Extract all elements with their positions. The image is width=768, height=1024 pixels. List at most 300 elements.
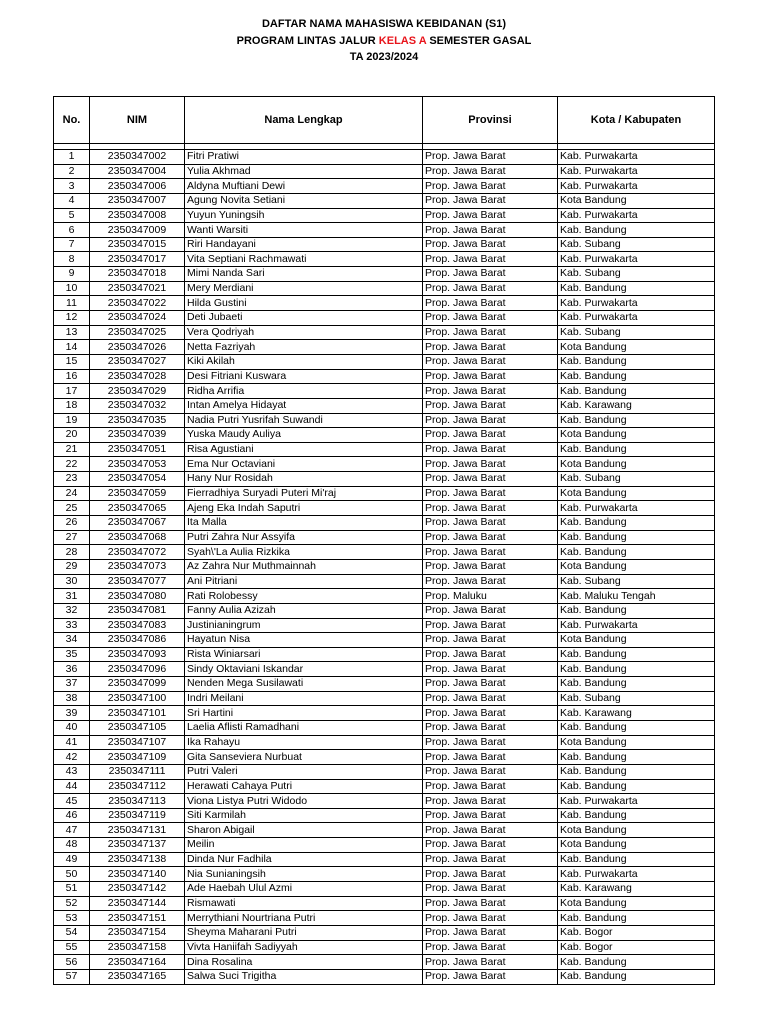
table-row bbox=[54, 940, 715, 955]
cell-nim: 2350347024 bbox=[90, 311, 185, 326]
cell-provinsi: Prop. Jawa Barat bbox=[423, 574, 558, 589]
cell-nama: Rati Rolobessy bbox=[185, 589, 423, 604]
cell-no: 29 bbox=[54, 559, 90, 574]
table-header-row bbox=[54, 97, 715, 144]
cell-no: 57 bbox=[54, 969, 90, 984]
cell-nama: Nia Sunianingsih bbox=[185, 867, 423, 882]
table-row bbox=[54, 354, 715, 369]
cell-kota: Kab. Purwakarta bbox=[558, 179, 715, 194]
cell-no: 44 bbox=[54, 779, 90, 794]
cell-no: 45 bbox=[54, 794, 90, 809]
cell-no: 33 bbox=[54, 618, 90, 633]
cell-nim: 2350347144 bbox=[90, 896, 185, 911]
cell-provinsi: Prop. Jawa Barat bbox=[423, 677, 558, 692]
cell-nama: Gita Sanseviera Nurbuat bbox=[185, 750, 423, 765]
cell-kota: Kab. Bandung bbox=[558, 720, 715, 735]
cell-provinsi: Prop. Jawa Barat bbox=[423, 882, 558, 897]
header-provinsi: Provinsi bbox=[423, 97, 558, 144]
table-row bbox=[54, 911, 715, 926]
cell-provinsi: Prop. Jawa Barat bbox=[423, 735, 558, 750]
table-row bbox=[54, 486, 715, 501]
cell-provinsi: Prop. Jawa Barat bbox=[423, 311, 558, 326]
cell-nim: 2350347032 bbox=[90, 398, 185, 413]
cell-no: 11 bbox=[54, 296, 90, 311]
cell-nama: Nadia Putri Yusrifah Suwandi bbox=[185, 413, 423, 428]
table-row bbox=[54, 442, 715, 457]
cell-nama: Deti Jubaeti bbox=[185, 311, 423, 326]
cell-kota: Kab. Bandung bbox=[558, 545, 715, 560]
cell-no: 37 bbox=[54, 677, 90, 692]
cell-nim: 2350347158 bbox=[90, 940, 185, 955]
cell-no: 47 bbox=[54, 823, 90, 838]
table-row bbox=[54, 662, 715, 677]
cell-no: 48 bbox=[54, 838, 90, 853]
cell-provinsi: Prop. Jawa Barat bbox=[423, 750, 558, 765]
cell-no: 6 bbox=[54, 223, 90, 238]
cell-nim: 2350347077 bbox=[90, 574, 185, 589]
cell-provinsi: Prop. Jawa Barat bbox=[423, 384, 558, 399]
cell-provinsi: Prop. Jawa Barat bbox=[423, 896, 558, 911]
cell-nim: 2350347093 bbox=[90, 647, 185, 662]
table-row bbox=[54, 545, 715, 560]
table-row bbox=[54, 311, 715, 326]
cell-provinsi: Prop. Jawa Barat bbox=[423, 559, 558, 574]
cell-nim: 2350347165 bbox=[90, 969, 185, 984]
cell-nim: 2350347035 bbox=[90, 413, 185, 428]
table-row bbox=[54, 384, 715, 399]
cell-kota: Kota Bandung bbox=[558, 633, 715, 648]
cell-nama: Ridha Arrifia bbox=[185, 384, 423, 399]
cell-provinsi: Prop. Jawa Barat bbox=[423, 706, 558, 721]
cell-no: 55 bbox=[54, 940, 90, 955]
cell-provinsi: Prop. Jawa Barat bbox=[423, 223, 558, 238]
cell-provinsi: Prop. Jawa Barat bbox=[423, 969, 558, 984]
cell-nama: Rismawati bbox=[185, 896, 423, 911]
cell-no: 25 bbox=[54, 501, 90, 516]
cell-nim: 2350347142 bbox=[90, 882, 185, 897]
cell-kota: Kab. Bandung bbox=[558, 281, 715, 296]
table-row bbox=[54, 164, 715, 179]
cell-provinsi: Prop. Maluku bbox=[423, 589, 558, 604]
cell-no: 26 bbox=[54, 516, 90, 531]
cell-kota: Kab. Maluku Tengah bbox=[558, 589, 715, 604]
cell-no: 3 bbox=[54, 179, 90, 194]
cell-nim: 2350347086 bbox=[90, 633, 185, 648]
cell-nim: 2350347053 bbox=[90, 457, 185, 472]
cell-nim: 2350347054 bbox=[90, 472, 185, 487]
cell-nim: 2350347029 bbox=[90, 384, 185, 399]
cell-nama: Agung Novita Setiani bbox=[185, 193, 423, 208]
cell-no: 42 bbox=[54, 750, 90, 765]
cell-nama: Yuyun Yuningsih bbox=[185, 208, 423, 223]
cell-provinsi: Prop. Jawa Barat bbox=[423, 925, 558, 940]
cell-nama: Netta Fazriyah bbox=[185, 340, 423, 355]
cell-no: 9 bbox=[54, 267, 90, 282]
table-row bbox=[54, 852, 715, 867]
cell-nama: Wanti Warsiti bbox=[185, 223, 423, 238]
cell-no: 49 bbox=[54, 852, 90, 867]
cell-no: 32 bbox=[54, 603, 90, 618]
cell-nama: Viona Listya Putri Widodo bbox=[185, 794, 423, 809]
cell-kota: Kab. Bandung bbox=[558, 852, 715, 867]
cell-kota: Kab. Subang bbox=[558, 237, 715, 252]
cell-nama: Sharon Abigail bbox=[185, 823, 423, 838]
cell-nama: Yuska Maudy Auliya bbox=[185, 428, 423, 443]
table-row bbox=[54, 969, 715, 984]
table-row bbox=[54, 882, 715, 897]
cell-kota: Kab. Purwakarta bbox=[558, 150, 715, 165]
cell-nama: Vivta Haniifah Sadiyyah bbox=[185, 940, 423, 955]
cell-nim: 2350347073 bbox=[90, 559, 185, 574]
subtitle-prefix: PROGRAM LINTAS JALUR bbox=[236, 35, 379, 47]
cell-provinsi: Prop. Jawa Barat bbox=[423, 691, 558, 706]
table-row bbox=[54, 647, 715, 662]
cell-no: 1 bbox=[54, 150, 90, 165]
cell-kota: Kab. Bandung bbox=[558, 442, 715, 457]
cell-provinsi: Prop. Jawa Barat bbox=[423, 237, 558, 252]
cell-provinsi: Prop. Jawa Barat bbox=[423, 603, 558, 618]
table-row bbox=[54, 823, 715, 838]
cell-nim: 2350347004 bbox=[90, 164, 185, 179]
cell-nama: Yulia Akhmad bbox=[185, 164, 423, 179]
cell-nim: 2350347006 bbox=[90, 179, 185, 194]
cell-no: 16 bbox=[54, 369, 90, 384]
cell-nama: Syah\'La Aulia Rizkika bbox=[185, 545, 423, 560]
table-row bbox=[54, 779, 715, 794]
cell-nim: 2350347105 bbox=[90, 720, 185, 735]
cell-provinsi: Prop. Jawa Barat bbox=[423, 647, 558, 662]
table-row bbox=[54, 618, 715, 633]
cell-nim: 2350347164 bbox=[90, 955, 185, 970]
cell-provinsi: Prop. Jawa Barat bbox=[423, 179, 558, 194]
cell-nim: 2350347140 bbox=[90, 867, 185, 882]
cell-nama: Ika Rahayu bbox=[185, 735, 423, 750]
cell-nim: 2350347137 bbox=[90, 838, 185, 853]
cell-nama: Ita Malla bbox=[185, 516, 423, 531]
table-row bbox=[54, 501, 715, 516]
cell-no: 22 bbox=[54, 457, 90, 472]
table-row bbox=[54, 472, 715, 487]
table-row bbox=[54, 633, 715, 648]
cell-no: 52 bbox=[54, 896, 90, 911]
cell-kota: Kab. Bandung bbox=[558, 911, 715, 926]
header-nim: NIM bbox=[90, 97, 185, 144]
cell-nama: Fitri Pratiwi bbox=[185, 150, 423, 165]
cell-no: 40 bbox=[54, 720, 90, 735]
table-row bbox=[54, 413, 715, 428]
cell-nama: Hany Nur Rosidah bbox=[185, 472, 423, 487]
cell-kota: Kab. Subang bbox=[558, 325, 715, 340]
table-row bbox=[54, 955, 715, 970]
cell-kota: Kota Bandung bbox=[558, 193, 715, 208]
cell-nim: 2350347138 bbox=[90, 852, 185, 867]
cell-nim: 2350347119 bbox=[90, 808, 185, 823]
cell-nama: Nenden Mega Susilawati bbox=[185, 677, 423, 692]
cell-provinsi: Prop. Jawa Barat bbox=[423, 472, 558, 487]
table-row bbox=[54, 296, 715, 311]
cell-kota: Kab. Purwakarta bbox=[558, 252, 715, 267]
table-row bbox=[54, 428, 715, 443]
cell-nama: Salwa Suci Trigitha bbox=[185, 969, 423, 984]
cell-provinsi: Prop. Jawa Barat bbox=[423, 545, 558, 560]
cell-nim: 2350347096 bbox=[90, 662, 185, 677]
cell-kota: Kota Bandung bbox=[558, 340, 715, 355]
table-row bbox=[54, 574, 715, 589]
cell-nama: Herawati Cahaya Putri bbox=[185, 779, 423, 794]
cell-no: 43 bbox=[54, 764, 90, 779]
cell-nim: 2350347027 bbox=[90, 354, 185, 369]
cell-provinsi: Prop. Jawa Barat bbox=[423, 808, 558, 823]
cell-nama: Putri Valeri bbox=[185, 764, 423, 779]
cell-nim: 2350347154 bbox=[90, 925, 185, 940]
table-row bbox=[54, 691, 715, 706]
cell-nim: 2350347002 bbox=[90, 150, 185, 165]
cell-nama: Ade Haebah Ulul Azmi bbox=[185, 882, 423, 897]
cell-nim: 2350347101 bbox=[90, 706, 185, 721]
cell-nama: Dinda Nur Fadhila bbox=[185, 852, 423, 867]
cell-kota: Kab. Karawang bbox=[558, 882, 715, 897]
cell-kota: Kab. Bandung bbox=[558, 677, 715, 692]
cell-provinsi: Prop. Jawa Barat bbox=[423, 838, 558, 853]
cell-kota: Kota Bandung bbox=[558, 896, 715, 911]
cell-kota: Kab. Purwakarta bbox=[558, 208, 715, 223]
cell-nim: 2350347018 bbox=[90, 267, 185, 282]
table-row bbox=[54, 735, 715, 750]
table-row bbox=[54, 193, 715, 208]
cell-provinsi: Prop. Jawa Barat bbox=[423, 164, 558, 179]
cell-kota: Kab. Karawang bbox=[558, 398, 715, 413]
table-row bbox=[54, 252, 715, 267]
cell-no: 21 bbox=[54, 442, 90, 457]
cell-nama: Dina Rosalina bbox=[185, 955, 423, 970]
cell-nim: 2350347151 bbox=[90, 911, 185, 926]
cell-no: 12 bbox=[54, 311, 90, 326]
cell-nim: 2350347039 bbox=[90, 428, 185, 443]
table-row bbox=[54, 589, 715, 604]
cell-nama: Intan Amelya Hidayat bbox=[185, 398, 423, 413]
table-body bbox=[54, 150, 715, 985]
cell-nama: Aldyna Muftiani Dewi bbox=[185, 179, 423, 194]
cell-nim: 2350347099 bbox=[90, 677, 185, 692]
cell-no: 5 bbox=[54, 208, 90, 223]
cell-nama: Vita Septiani Rachmawati bbox=[185, 252, 423, 267]
cell-nim: 2350347072 bbox=[90, 545, 185, 560]
cell-no: 4 bbox=[54, 193, 90, 208]
cell-kota: Kab. Bandung bbox=[558, 223, 715, 238]
cell-nama: Indri Meilani bbox=[185, 691, 423, 706]
cell-nama: Desi Fitriani Kuswara bbox=[185, 369, 423, 384]
cell-provinsi: Prop. Jawa Barat bbox=[423, 779, 558, 794]
cell-nama: Mimi Nanda Sari bbox=[185, 267, 423, 282]
cell-nama: Kiki Akilah bbox=[185, 354, 423, 369]
subtitle-suffix: SEMESTER GASAL bbox=[426, 35, 532, 47]
cell-provinsi: Prop. Jawa Barat bbox=[423, 852, 558, 867]
cell-no: 46 bbox=[54, 808, 90, 823]
table-row bbox=[54, 794, 715, 809]
table-row bbox=[54, 764, 715, 779]
table-row bbox=[54, 325, 715, 340]
cell-nama: Sri Hartini bbox=[185, 706, 423, 721]
cell-kota: Kab. Purwakarta bbox=[558, 867, 715, 882]
cell-no: 30 bbox=[54, 574, 90, 589]
cell-no: 18 bbox=[54, 398, 90, 413]
cell-provinsi: Prop. Jawa Barat bbox=[423, 823, 558, 838]
table-row bbox=[54, 925, 715, 940]
table-row bbox=[54, 530, 715, 545]
cell-nim: 2350347021 bbox=[90, 281, 185, 296]
cell-nim: 2350347131 bbox=[90, 823, 185, 838]
cell-nama: Merrythiani Nourtriana Putri bbox=[185, 911, 423, 926]
table-row bbox=[54, 838, 715, 853]
cell-nim: 2350347008 bbox=[90, 208, 185, 223]
header-nama-lengkap: Nama Lengkap bbox=[185, 97, 423, 144]
table-row bbox=[54, 150, 715, 165]
cell-kota: Kab. Subang bbox=[558, 472, 715, 487]
cell-no: 36 bbox=[54, 662, 90, 677]
cell-kota: Kab. Bandung bbox=[558, 808, 715, 823]
cell-provinsi: Prop. Jawa Barat bbox=[423, 764, 558, 779]
table-row bbox=[54, 867, 715, 882]
cell-no: 38 bbox=[54, 691, 90, 706]
table-row bbox=[54, 706, 715, 721]
cell-provinsi: Prop. Jawa Barat bbox=[423, 940, 558, 955]
cell-provinsi: Prop. Jawa Barat bbox=[423, 911, 558, 926]
cell-provinsi: Prop. Jawa Barat bbox=[423, 428, 558, 443]
cell-nim: 2350347111 bbox=[90, 764, 185, 779]
academic-year: TA 2023/2024 bbox=[349, 51, 419, 63]
cell-nim: 2350347112 bbox=[90, 779, 185, 794]
cell-kota: Kab. Purwakarta bbox=[558, 296, 715, 311]
cell-kota: Kab. Subang bbox=[558, 691, 715, 706]
cell-provinsi: Prop. Jawa Barat bbox=[423, 720, 558, 735]
table-row bbox=[54, 340, 715, 355]
cell-nama: Ani Pitriani bbox=[185, 574, 423, 589]
table-row bbox=[54, 457, 715, 472]
table-row bbox=[54, 369, 715, 384]
cell-nama: Sheyma Maharani Putri bbox=[185, 925, 423, 940]
table-row bbox=[54, 237, 715, 252]
cell-provinsi: Prop. Jawa Barat bbox=[423, 369, 558, 384]
cell-provinsi: Prop. Jawa Barat bbox=[423, 398, 558, 413]
cell-kota: Kota Bandung bbox=[558, 823, 715, 838]
cell-kota: Kab. Bandung bbox=[558, 750, 715, 765]
document-subtitle bbox=[0, 34, 768, 48]
cell-no: 13 bbox=[54, 325, 90, 340]
cell-nama: Ema Nur Octaviani bbox=[185, 457, 423, 472]
cell-provinsi: Prop. Jawa Barat bbox=[423, 281, 558, 296]
cell-nim: 2350347081 bbox=[90, 603, 185, 618]
cell-provinsi: Prop. Jawa Barat bbox=[423, 442, 558, 457]
table-row bbox=[54, 516, 715, 531]
cell-nama: Vera Qodriyah bbox=[185, 325, 423, 340]
cell-provinsi: Prop. Jawa Barat bbox=[423, 354, 558, 369]
cell-nama: Meilin bbox=[185, 838, 423, 853]
cell-provinsi: Prop. Jawa Barat bbox=[423, 633, 558, 648]
cell-provinsi: Prop. Jawa Barat bbox=[423, 618, 558, 633]
cell-kota: Kab. Bandung bbox=[558, 354, 715, 369]
table-row bbox=[54, 223, 715, 238]
cell-no: 19 bbox=[54, 413, 90, 428]
cell-nim: 2350347100 bbox=[90, 691, 185, 706]
cell-no: 14 bbox=[54, 340, 90, 355]
cell-kota: Kab. Subang bbox=[558, 574, 715, 589]
cell-kota: Kab. Purwakarta bbox=[558, 164, 715, 179]
cell-nim: 2350347051 bbox=[90, 442, 185, 457]
cell-kota: Kab. Bogor bbox=[558, 925, 715, 940]
cell-no: 53 bbox=[54, 911, 90, 926]
cell-provinsi: Prop. Jawa Barat bbox=[423, 867, 558, 882]
cell-provinsi: Prop. Jawa Barat bbox=[423, 252, 558, 267]
cell-nim: 2350347113 bbox=[90, 794, 185, 809]
cell-kota: Kab. Purwakarta bbox=[558, 501, 715, 516]
cell-kota: Kab. Purwakarta bbox=[558, 618, 715, 633]
cell-provinsi: Prop. Jawa Barat bbox=[423, 794, 558, 809]
cell-kota: Kota Bandung bbox=[558, 428, 715, 443]
cell-no: 56 bbox=[54, 955, 90, 970]
cell-nim: 2350347067 bbox=[90, 516, 185, 531]
cell-kota: Kab. Purwakarta bbox=[558, 794, 715, 809]
cell-provinsi: Prop. Jawa Barat bbox=[423, 325, 558, 340]
cell-nim: 2350347017 bbox=[90, 252, 185, 267]
cell-nim: 2350347080 bbox=[90, 589, 185, 604]
class-highlight: KELAS A bbox=[378, 35, 427, 47]
table-row bbox=[54, 808, 715, 823]
cell-kota: Kota Bandung bbox=[558, 735, 715, 750]
cell-nim: 2350347007 bbox=[90, 193, 185, 208]
cell-provinsi: Prop. Jawa Barat bbox=[423, 267, 558, 282]
cell-nim: 2350347083 bbox=[90, 618, 185, 633]
cell-no: 41 bbox=[54, 735, 90, 750]
cell-nim: 2350347068 bbox=[90, 530, 185, 545]
cell-nama: Fierradhiya Suryadi Puteri Mi'raj bbox=[185, 486, 423, 501]
cell-kota: Kab. Bandung bbox=[558, 603, 715, 618]
cell-nama: Fanny Aulia Azizah bbox=[185, 603, 423, 618]
cell-no: 31 bbox=[54, 589, 90, 604]
cell-nim: 2350347107 bbox=[90, 735, 185, 750]
cell-nama: Justinianingrum bbox=[185, 618, 423, 633]
cell-nama: Sindy Oktaviani Iskandar bbox=[185, 662, 423, 677]
student-table bbox=[53, 96, 715, 985]
cell-kota: Kab. Subang bbox=[558, 267, 715, 282]
cell-nim: 2350347009 bbox=[90, 223, 185, 238]
cell-provinsi: Prop. Jawa Barat bbox=[423, 530, 558, 545]
table-row bbox=[54, 179, 715, 194]
cell-kota: Kota Bandung bbox=[558, 559, 715, 574]
cell-nama: Rista Winiarsari bbox=[185, 647, 423, 662]
cell-kota: Kab. Bandung bbox=[558, 764, 715, 779]
cell-kota: Kota Bandung bbox=[558, 838, 715, 853]
cell-nama: Siti Karmilah bbox=[185, 808, 423, 823]
cell-kota: Kota Bandung bbox=[558, 457, 715, 472]
cell-kota: Kab. Karawang bbox=[558, 706, 715, 721]
cell-no: 28 bbox=[54, 545, 90, 560]
cell-no: 35 bbox=[54, 647, 90, 662]
cell-nim: 2350347025 bbox=[90, 325, 185, 340]
cell-kota: Kab. Bandung bbox=[558, 530, 715, 545]
cell-nama: Putri Zahra Nur Assyifa bbox=[185, 530, 423, 545]
cell-no: 20 bbox=[54, 428, 90, 443]
table-row bbox=[54, 281, 715, 296]
cell-kota: Kab. Purwakarta bbox=[558, 311, 715, 326]
cell-kota: Kab. Bandung bbox=[558, 779, 715, 794]
cell-provinsi: Prop. Jawa Barat bbox=[423, 193, 558, 208]
cell-kota: Kab. Bandung bbox=[558, 516, 715, 531]
cell-provinsi: Prop. Jawa Barat bbox=[423, 501, 558, 516]
cell-provinsi: Prop. Jawa Barat bbox=[423, 340, 558, 355]
cell-provinsi: Prop. Jawa Barat bbox=[423, 486, 558, 501]
cell-nama: Riri Handayani bbox=[185, 237, 423, 252]
cell-no: 39 bbox=[54, 706, 90, 721]
